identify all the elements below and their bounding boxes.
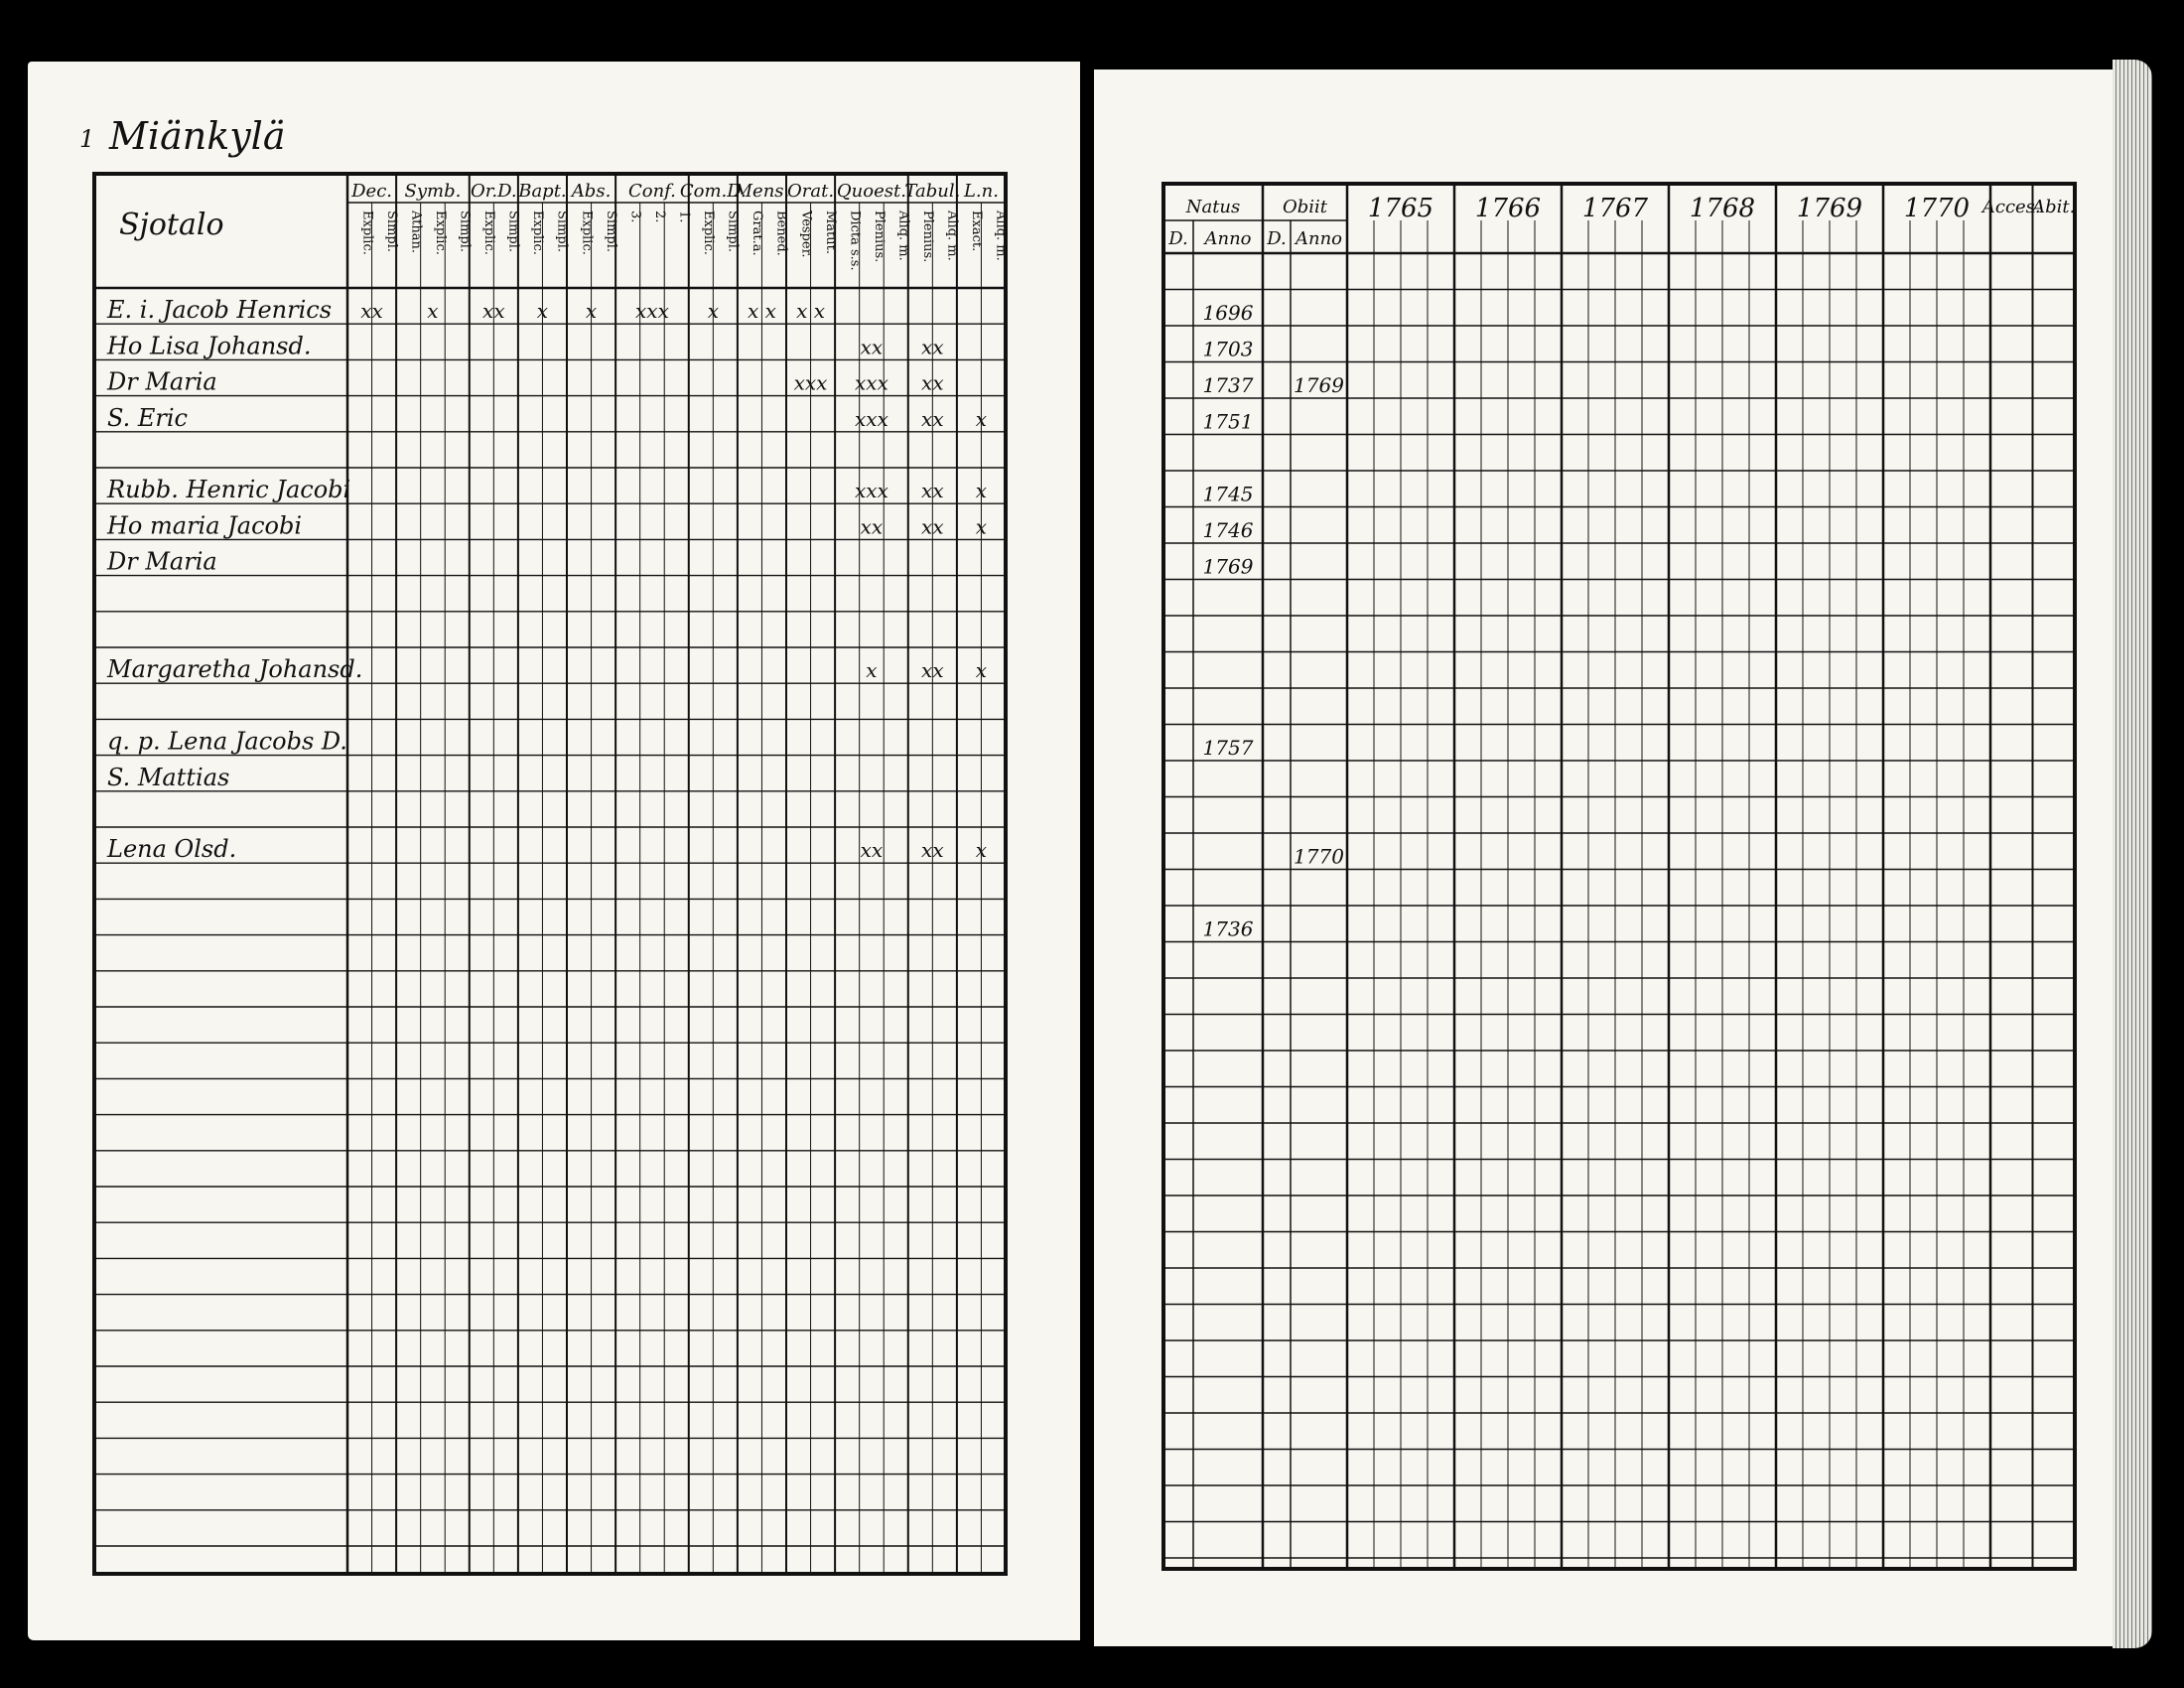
column-header: Tabul. (904, 181, 961, 202)
catechism-mark: x (975, 838, 988, 863)
resident-name: Ho Lisa Johansd. (107, 332, 312, 360)
sub-column-header: Simpl. (725, 211, 741, 253)
page-title: Miänkylä (109, 114, 286, 158)
accessit-header: Acces. (1981, 197, 2041, 217)
catechism-mark: xxx (855, 406, 888, 431)
catechism-mark: xx (360, 299, 383, 324)
resident-name: Ho maria Jacobi (107, 511, 303, 540)
resident-name: Dr Maria (107, 367, 217, 396)
death-year: 1770 (1294, 844, 1344, 869)
year-header: 1767 (1581, 194, 1649, 223)
column-header: Mens. (734, 181, 790, 202)
sub-column-header: Vesper. (798, 211, 814, 258)
column-header: Bapt. (518, 181, 567, 202)
catechism-mark: xx (921, 406, 944, 431)
column-header: Quoest. (836, 181, 906, 202)
birth-year: 1737 (1202, 373, 1254, 397)
catechism-mark: x (975, 479, 988, 503)
birth-year: 1746 (1202, 518, 1254, 542)
catechism-mark: xxx (635, 299, 669, 324)
year-header: 1770 (1903, 194, 1971, 223)
catechism-mark: xxx (855, 370, 888, 395)
catechism-mark: x x (796, 299, 826, 324)
left-table (94, 174, 1009, 1574)
catechism-mark: xx (921, 479, 944, 503)
resident-name: Lena Olsd. (107, 835, 237, 864)
column-header: Symb. (404, 181, 462, 202)
year-header: 1768 (1689, 194, 1756, 223)
sub-column-header: Explic. (432, 211, 448, 255)
column-header: Or.D. (471, 181, 517, 202)
year-header: 1769 (1796, 194, 1863, 223)
resident-name: S. Mattias (107, 763, 230, 791)
sub-column-header: Plenius. (920, 211, 936, 263)
birth-year: 1751 (1202, 409, 1254, 434)
resident-name: Margaretha Johansd. (107, 655, 363, 684)
sub-column-header: Matut. (822, 211, 838, 255)
sub-column-header: Aliq. m. (993, 211, 1009, 261)
year-header: 1765 (1367, 194, 1434, 223)
catechism-mark: xxx (793, 370, 828, 395)
name-column-header: Sjotalo (119, 208, 224, 242)
sub-column-header: 1. (676, 211, 692, 223)
sub-column-header: Explic. (701, 211, 717, 255)
catechism-mark: xx (921, 658, 944, 683)
catechism-mark: xx (921, 838, 944, 863)
birth-year: 1703 (1202, 337, 1254, 361)
catechism-mark: x (866, 658, 878, 683)
catechism-mark: xx (921, 370, 944, 395)
right-table (1163, 184, 2075, 1569)
sub-column-header: Simpl. (457, 211, 473, 253)
resident-name: S. Eric (107, 403, 188, 432)
birth-year: 1757 (1202, 736, 1254, 760)
resident-name: q. p. Lena Jacobs D. (107, 727, 347, 756)
natus-anno-label: Anno (1204, 228, 1252, 249)
catechism-mark: xxx (855, 479, 888, 503)
column-header: Com.D. (679, 181, 747, 202)
sub-column-header: Simpl. (383, 211, 399, 253)
page-number: 1 (79, 125, 95, 153)
sub-column-header: 3. (627, 211, 643, 223)
catechism-mark: xx (860, 514, 884, 539)
death-year: 1769 (1294, 373, 1344, 397)
column-header: Abs. (571, 181, 612, 202)
column-header: Conf. (627, 181, 676, 202)
catechism-mark: xx (921, 514, 944, 539)
sub-column-header: Aliq. m. (895, 211, 911, 261)
sub-column-header: Simpl. (554, 211, 570, 253)
catechism-mark: x (975, 406, 988, 431)
catechism-mark: x (427, 299, 439, 324)
catechism-mark: x (975, 514, 988, 539)
column-header: Dec. (351, 181, 393, 202)
natus-d-label: D. (1168, 228, 1188, 249)
sub-column-header: Grat.a. (750, 211, 765, 256)
sub-column-header: Athan. (408, 211, 424, 254)
sub-column-header: Aliq. m. (944, 211, 960, 261)
catechism-mark: xx (860, 335, 884, 359)
year-header: 1766 (1474, 194, 1542, 223)
sub-column-header: Explic. (481, 211, 497, 255)
catechism-mark: x x (747, 299, 776, 324)
sub-column-header: Explic. (359, 211, 375, 255)
resident-name: E. i. Jacob Henrics (107, 296, 333, 325)
obiit-d-label: D. (1267, 228, 1287, 249)
resident-name: Dr Maria (107, 547, 217, 576)
column-header: L.n. (963, 181, 999, 202)
sub-column-header: 2. (651, 211, 667, 223)
catechism-mark: x (585, 299, 598, 324)
sub-column-header: Bened. (773, 211, 789, 256)
birth-year: 1736 (1202, 916, 1254, 941)
obiit-header: Obiit (1282, 197, 1328, 217)
sub-column-header: Explic. (579, 211, 595, 255)
birth-year: 1769 (1202, 554, 1254, 579)
natus-header: Natus (1185, 197, 1241, 217)
catechism-mark: xx (482, 299, 505, 324)
catechism-mark: x (975, 658, 988, 683)
sub-column-header: Dicta s.s. (847, 211, 863, 271)
catechism-mark: xx (921, 335, 944, 359)
resident-name: Rubb. Henric Jacobi (107, 476, 351, 504)
catechism-mark: x (536, 299, 549, 324)
sub-column-header: Explic. (530, 211, 546, 255)
catechism-mark: xx (860, 838, 884, 863)
obiit-anno-label: Anno (1295, 228, 1343, 249)
catechism-mark: x (707, 299, 719, 324)
sub-column-header: Plenius. (871, 211, 887, 263)
sub-column-header: Simpl. (505, 211, 521, 253)
column-header: Orat. (787, 181, 835, 202)
sub-column-header: Simpl. (603, 211, 618, 253)
birth-year: 1696 (1202, 301, 1254, 325)
sub-column-header: Exact. (969, 211, 985, 252)
birth-year: 1745 (1202, 482, 1254, 506)
abiit-header: Abit. (2032, 197, 2076, 217)
